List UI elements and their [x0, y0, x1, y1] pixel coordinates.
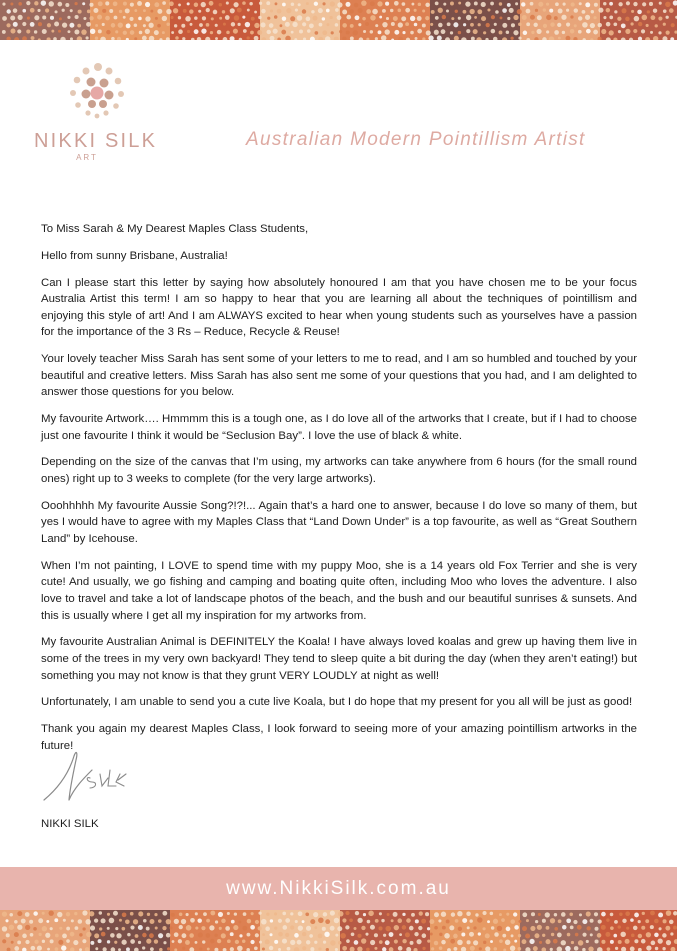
letter-paragraph: Hello from sunny Brisbane, Australia! [41, 249, 228, 262]
top-dot-art-banner [0, 0, 677, 40]
letter-paragraph: Thank you again my dearest Maples Class, I look forward to seeing more of your amazing pointillism artworks in the future! [41, 723, 637, 752]
letter-body [41, 221, 637, 765]
letter-paragraph: My favourite Artwork…. Hmmmm this is a tough one, as I do love all of the artworks that I create, but if I had to choose just one favourite I think it would be “Seclusion Bay”. I love the use of black & white. [41, 413, 637, 442]
handwritten-signature [40, 748, 150, 806]
brand-name: NIKKI SILK [34, 130, 158, 152]
letter-paragraph: When I’m not painting, I LOVE to spend time with my puppy Moo, she is a 14 years old Fox Terrier and she is very cute! And usually, we go fishing and camping and boating quite often, including Moo who loves the adventure. I also love to travel and take a lot of landscape photos of the beach, and the bush and our beautiful sunrises & sunsets. And this is usually where I get all my inspiration for my artworks from. [41, 559, 637, 622]
bottom-dot-art-banner [0, 910, 677, 951]
footer-bar [0, 867, 677, 910]
letter-signoff: NIKKI SILK [41, 818, 99, 830]
letter-paragraph: Unfortunately, I am unable to send you a cute live Koala, but I do hope that my present for you all will be just as good! [41, 696, 633, 709]
website-link[interactable]: www.NikkiSilk.com.au [226, 877, 451, 899]
letter-paragraph: My favourite Australian Animal is DEFINITELY the Koala! I have always loved koalas and grew up having them live in some of the trees in my very own backyard! They tend to sleep quite a bit during the day (when they aren’t eating!) but something you may not know is that they grunt VERY LOUDLY at night as well! [41, 636, 637, 682]
brand-tagline: Australian Modern Pointillism Artist [246, 129, 586, 150]
dot-circle-logo-icon [64, 62, 126, 120]
letter-paragraph: Your lovely teacher Miss Sarah has sent some of your letters to me to read, and I am so humbled and touched by your beautiful and creative letters. Miss Sarah has also sent me some of your questions that you had, and I am delighted to answer those questions for you below. [41, 353, 637, 399]
letter-salutation: To Miss Sarah & My Dearest Maples Class Students, [41, 223, 309, 235]
letter-paragraph: Depending on the size of the canvas that I’m using, my artworks can take anywhere from 6 hours (for the small round ones) right up to 3 weeks to complete (for the very large artworks). [41, 456, 637, 486]
letter-paragraph: Can I please start this letter by saying how absolutely honoured I am that you have chosen me to be your focus Australia Artist this term! I am so happy to hear that you are learning all about the techniques of pointillism and enjoying this style of art! And I am ALWAYS excited to hear when young students such as yourselves have a passion for the importance of the 3 Rs – Reduce, Recycle & Reuse! [41, 276, 637, 339]
brand-sub: ART [76, 153, 98, 162]
nikki-silk-logo [34, 62, 174, 167]
letter-paragraph: Ooohhhhh My favourite Aussie Song?!?!... Again that’s a hard one to answer, because I do love so many of them, but yes I would have to agree with my Maples Class that “Land Down Under” is a top favourite, as well as “Great Southern Land” by Icehouse. [41, 499, 637, 546]
